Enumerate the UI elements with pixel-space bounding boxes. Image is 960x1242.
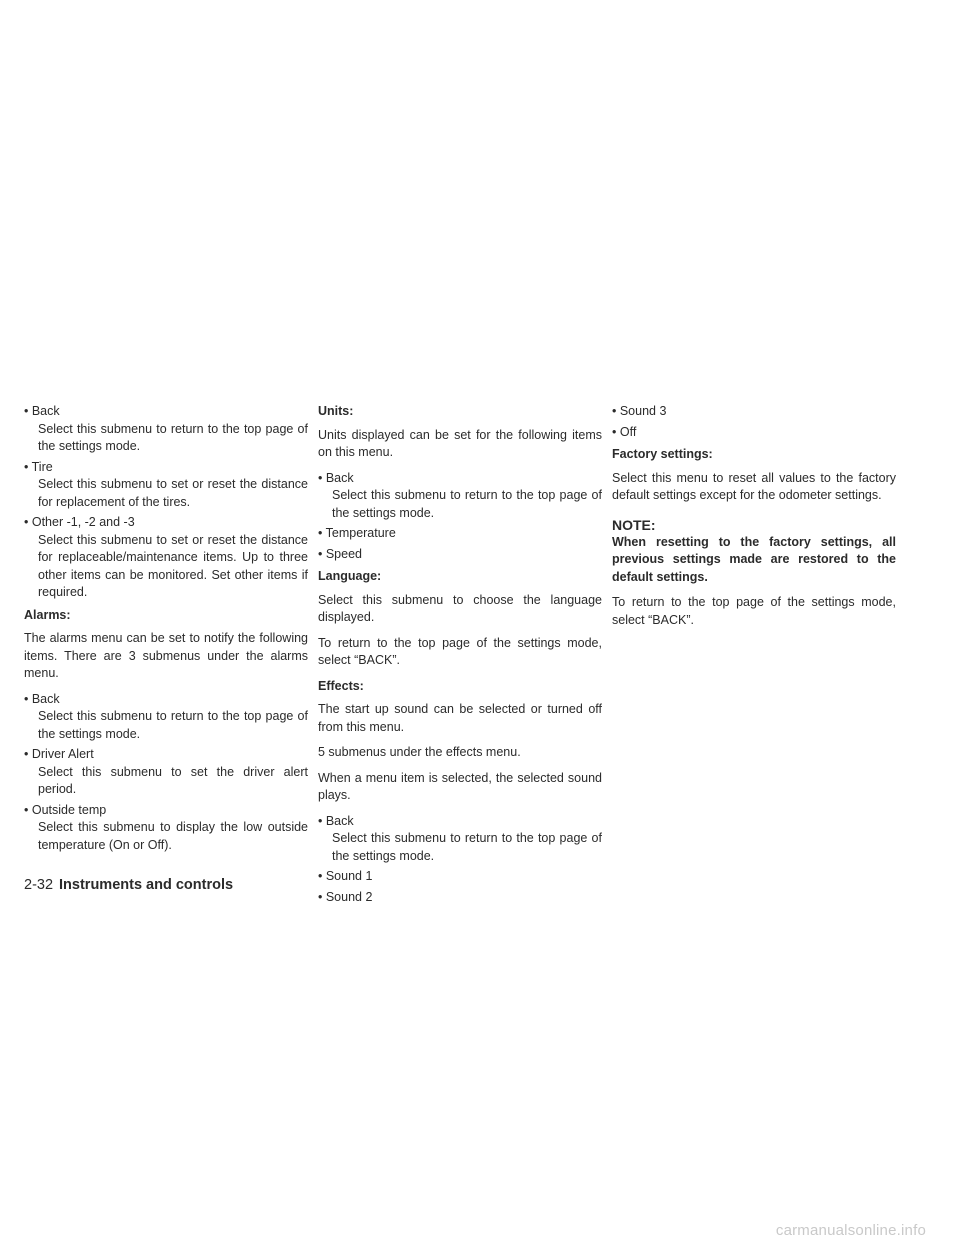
list-item-description: Select this submenu to return to the top page of the settings mode. bbox=[332, 831, 602, 863]
list-item-description: Select this submenu to set the driver alert period. bbox=[38, 764, 308, 796]
column-2 bbox=[318, 403, 602, 909]
list-item-off: • Off bbox=[612, 424, 637, 439]
language-paragraph: Select this submenu to choose the language displayed. bbox=[318, 592, 602, 624]
column-1 bbox=[24, 403, 308, 857]
list-item bbox=[24, 746, 308, 799]
list-item-label: • Back bbox=[24, 691, 60, 706]
effects-selected-paragraph: When a menu item is selected, the selected sound plays. bbox=[318, 770, 602, 802]
list-item bbox=[24, 802, 308, 855]
list-item-speed: • Speed bbox=[318, 546, 362, 561]
list-item-label: • Back bbox=[318, 813, 354, 828]
list-item bbox=[318, 813, 602, 866]
list-item bbox=[318, 470, 602, 523]
list-item-sound-2: • Sound 2 bbox=[318, 889, 373, 904]
alarms-intro: The alarms menu can be set to notify the following items. There are 3 submenus under the alarms menu. bbox=[24, 631, 308, 680]
list-item-description: Select this submenu to set or reset the distance for replaceable/maintenance items. Up to three other items can be monitored. Set other items if required. bbox=[38, 532, 308, 599]
list-item-sound-1: • Sound 1 bbox=[318, 869, 373, 883]
list-item-label: • Tire bbox=[24, 459, 53, 474]
list-item bbox=[24, 403, 308, 456]
note-text: When resetting to the factory settings, all previous settings made are restored to the default settings. bbox=[612, 534, 896, 584]
page-number: 2-32 bbox=[24, 877, 54, 893]
units-intro: Units displayed can be set for the following items on this menu. bbox=[318, 427, 602, 459]
factory-settings-paragraph: Select this menu to reset all values to the factory default settings except for the odometer settings. bbox=[612, 470, 896, 502]
watermark: carmanualsonline.info bbox=[775, 1222, 926, 1239]
effects-heading: Effects: bbox=[318, 678, 364, 693]
list-item bbox=[24, 514, 308, 602]
list-item-label: • Back bbox=[24, 404, 60, 418]
language-heading: Language: bbox=[318, 569, 382, 583]
list-item-label: • Other -1, -2 and -3 bbox=[24, 515, 135, 529]
alarms-heading: Alarms: bbox=[24, 607, 71, 622]
list-item-description: Select this submenu to return to the top page of the settings mode. bbox=[38, 421, 308, 453]
list-item-label: • Driver Alert bbox=[24, 747, 94, 761]
list-item-label: • Back bbox=[318, 470, 354, 485]
list-item-label: • Outside temp bbox=[24, 802, 107, 817]
list-item-description: Select this submenu to return to the top page of the settings mode. bbox=[332, 488, 602, 520]
return-paragraph: To return to the top page of the settings mode, select “BACK”. bbox=[612, 595, 896, 627]
list-item-description: Select this submenu to return to the top page of the settings mode. bbox=[38, 709, 308, 741]
list-item-temperature: • Temperature bbox=[318, 526, 396, 540]
effects-paragraph: The start up sound can be selected or turned off from this menu. bbox=[318, 702, 602, 734]
language-return-paragraph: To return to the top page of the settings mode, select “BACK”. bbox=[318, 635, 602, 667]
page-footer bbox=[24, 876, 233, 894]
column-3 bbox=[612, 403, 896, 637]
list-item bbox=[24, 459, 308, 512]
effects-submenus-paragraph: 5 submenus under the effects menu. bbox=[318, 745, 521, 759]
list-item bbox=[24, 691, 308, 744]
list-item-description: Select this submenu to display the low outside temperature (On or Off). bbox=[38, 820, 308, 852]
note-title: NOTE: bbox=[612, 516, 656, 533]
section-title: Instruments and controls bbox=[59, 877, 234, 893]
list-item-description: Select this submenu to set or reset the distance for replacement of the tires. bbox=[38, 477, 308, 509]
units-heading: Units: bbox=[318, 404, 354, 418]
list-item-sound-3: • Sound 3 bbox=[612, 404, 667, 418]
factory-settings-heading: Factory settings: bbox=[612, 447, 713, 461]
